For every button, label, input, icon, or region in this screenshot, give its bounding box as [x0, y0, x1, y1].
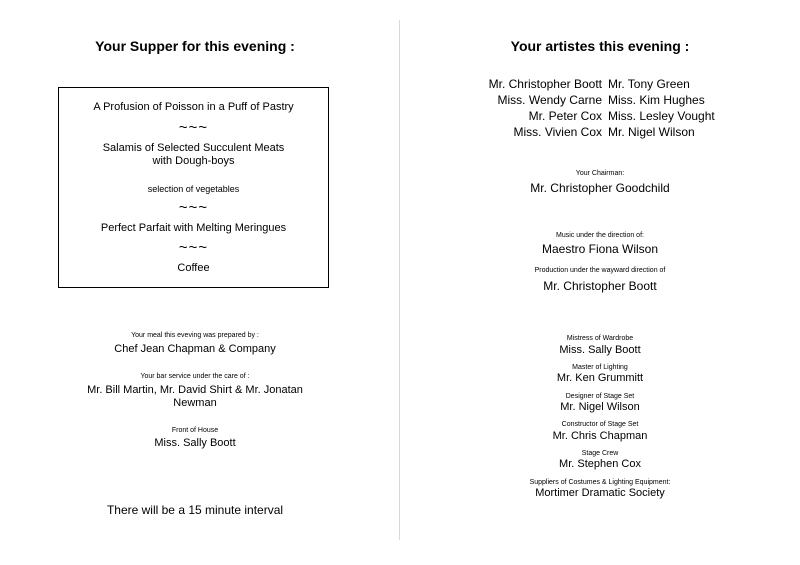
artiste-name: Miss. Wendy Carne [497, 93, 602, 107]
credit-label: Suppliers of Costumes & Lighting Equipment: [529, 479, 671, 486]
artiste-name: Mr. Peter Cox [528, 109, 602, 123]
artistes-list [440, 76, 760, 140]
credit-name: Mr. Nigel Wilson [560, 401, 640, 413]
foh-label: Front of House [171, 427, 219, 434]
artiste-name: Miss. Kim Hughes [608, 93, 705, 107]
production-label: Production under the wayward direction of [534, 267, 666, 274]
credit-label: Master of Lighting [572, 364, 628, 371]
credit-name: Mortimer Dramatic Society [535, 487, 665, 499]
bar-name-line-1: Mr. Bill Martin, Mr. David Shirt & Mr. Jonatan [87, 384, 303, 396]
menu-separator-3: ~~~ [178, 239, 209, 256]
chairman-name: Mr. Christopher Goodchild [530, 181, 670, 195]
menu-vegetables: selection of vegetables [147, 184, 240, 194]
chairman-label: Your Chairman: [575, 170, 625, 177]
meal-name: Chef Jean Chapman & Company [114, 343, 276, 355]
fold-line [399, 20, 400, 540]
artiste-name: Miss. Lesley Vought [608, 109, 715, 123]
menu-course-1: A Profusion of Poisson in a Puff of Pastry [93, 101, 294, 113]
menu-separator-1: ~~~ [178, 119, 209, 136]
credit-label: Mistress of Wardrobe [566, 335, 634, 342]
artistes-column [440, 0, 760, 565]
credit-label: Stage Crew [581, 450, 619, 457]
interval-note: There will be a 15 minute interval [106, 503, 284, 517]
menu-course-2-line-1: Salamis of Selected Succulent Meats [102, 142, 285, 154]
artiste-row [440, 76, 760, 92]
credit-name: Mr. Ken Grummitt [556, 372, 644, 384]
artiste-name: Miss. Vivien Cox [513, 125, 602, 139]
menu-course-4: Coffee [177, 262, 210, 274]
credit-label: Constructor of Stage Set [561, 421, 639, 428]
artistes-heading: Your artistes this evening : [510, 38, 690, 54]
foh-name: Miss. Sally Boott [154, 437, 236, 449]
music-label: Music under the direction of: [556, 232, 644, 239]
artiste-row [440, 124, 760, 140]
music-name: Maestro Fiona Wilson [541, 242, 659, 256]
credit-name: Miss. Sally Boott [559, 344, 641, 356]
meal-label: Your meal this eveving was prepared by : [131, 332, 259, 339]
supper-heading: Your Supper for this evening : [95, 38, 295, 54]
credit-label: Designer of Stage Set [565, 393, 635, 400]
supper-credits [40, 0, 350, 565]
artiste-name: Mr. Christopher Boott [488, 77, 602, 91]
artiste-name: Mr. Nigel Wilson [608, 125, 695, 139]
artiste-name: Mr. Tony Green [608, 77, 690, 91]
artiste-row [440, 108, 760, 124]
bar-label: Your bar service under the care of : [140, 373, 250, 380]
menu-separator-2: ~~~ [178, 199, 209, 216]
credit-name: Mr. Stephen Cox [559, 458, 641, 470]
artiste-row [440, 92, 760, 108]
menu-course-3: Perfect Parfait with Melting Meringues [100, 222, 287, 234]
bar-name-line-2: Newman [173, 397, 217, 409]
production-name: Mr. Christopher Boott [543, 279, 657, 293]
credit-name: Mr. Chris Chapman [552, 430, 648, 442]
menu-course-2-line-2: with Dough-boys [152, 155, 235, 167]
